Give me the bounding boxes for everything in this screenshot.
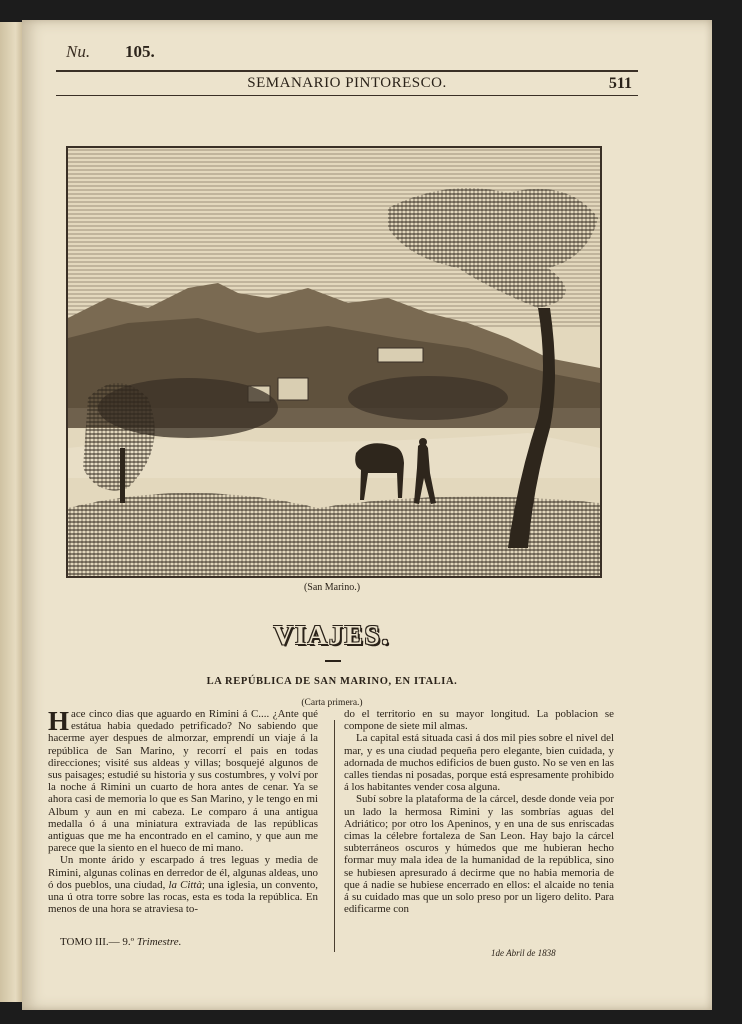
left-paragraph-2 xyxy=(48,854,318,915)
article-subtitle: (Carta primera.) xyxy=(301,698,363,708)
footer-trimester: Trimestre. xyxy=(136,936,182,948)
footer-volume-text: TOMO III.— 9.º xyxy=(60,936,135,948)
title-dash xyxy=(325,660,341,662)
village-house xyxy=(278,378,308,400)
left-paragraph-2-start: Un monte árido y escarpado á tres leguas y media de Rimini, algunas colinas en derredor de él, algunas aldeas, uno ó dos pueblos, una ciudad, xyxy=(48,854,318,891)
left-text-column xyxy=(48,708,318,915)
left-paragraph-1-text: ace cinco dias que aguardo en Rimini á C.... ¿Ante qué estátua habia quedado petrificado? No sabiendo que hacerme ayer despues de almorzar, emprendí un viaje á la república de San Marino, y recorrí el pais en todas direcciones; visité sus aldeas y villas; bosquejé algunos de sus paisages; estudié su historia y sus costumbres, y volví por la noche á Rimini un cuarto de hora antes de cenar. Ya se ahora casi de memoria lo que es San Marino, y le tengo en mi Album y aun en mi cabeza. Le comparo á una antigua medalla ó á una miniatura extraviada de las repúblicas antiguas que me ha encontrado en el camino, y que aun me parece que la siento en el hueco de mi mano. xyxy=(48,708,318,855)
san-marino-engraving xyxy=(66,146,602,578)
header-rule-bottom xyxy=(56,95,638,96)
right-paragraph-1: do el territorio en su mayor longitud. La poblacion se compone de siete mil almas. xyxy=(344,708,614,733)
column-divider xyxy=(334,720,335,952)
footer-volume xyxy=(60,936,181,948)
right-paragraph-3: Subí sobre la plataforma de la cárcel, desde donde veia por un lado la hermosa Rimini y las sombrías aguas del Adriático; por otro los Apeninos, y en una de sus enriscadas cimas la célebre fortaleza de San Leon. Hay bajo la cárcel subterráneos oscuros y húmedos que me hubieran hecho formar muy mala idea de la humanidad de la república, sino se hubiesen apresurado á decirme que no habia memoria de que á nadie se hubiese encerrado en ellos: el alcaide no tenia á su cuidado mas que un solo preso por un ligero delito. Para edificarme con xyxy=(344,793,614,916)
right-paragraph-2: La capital está situada casi á dos mil pies sobre el nivel del mar, y es una ciudad pequeña pero elegante, bien cuidada, y adornada de muchos edificios de buen gusto. No se ven en las calles tiendas ni posadas, porque está espresamente prohibido á los habitantes vender cosa alguna. xyxy=(344,732,614,794)
page-number: 511 xyxy=(608,75,632,92)
publication-title: SEMANARIO PINTORESCO. xyxy=(247,75,447,91)
drop-cap: H xyxy=(48,706,70,736)
newspaper-page xyxy=(22,20,712,1010)
engraving-illustration xyxy=(68,148,600,576)
la-citta-italic: la Città xyxy=(168,878,202,891)
left-paragraph-1 xyxy=(48,708,318,854)
footer-date: 1de Abril de 1838 xyxy=(491,948,556,958)
right-text-column xyxy=(344,708,614,915)
manuscript-number-label: Nu. xyxy=(66,42,91,61)
section-title: VIAJES. xyxy=(273,620,391,650)
illustration-caption: (San Marino.) xyxy=(303,582,361,593)
manuscript-number: 105. xyxy=(125,42,155,61)
header-rule-top xyxy=(56,70,638,72)
article-title: LA REPÚBLICA DE SAN MARINO, EN ITALIA. xyxy=(206,676,458,687)
left-paragraph-2-end: ; una iglesia, un convento, una ú otra torre sobre las rocas, esta es toda la república. En menos de una hora se atraviesa to- xyxy=(48,878,318,916)
